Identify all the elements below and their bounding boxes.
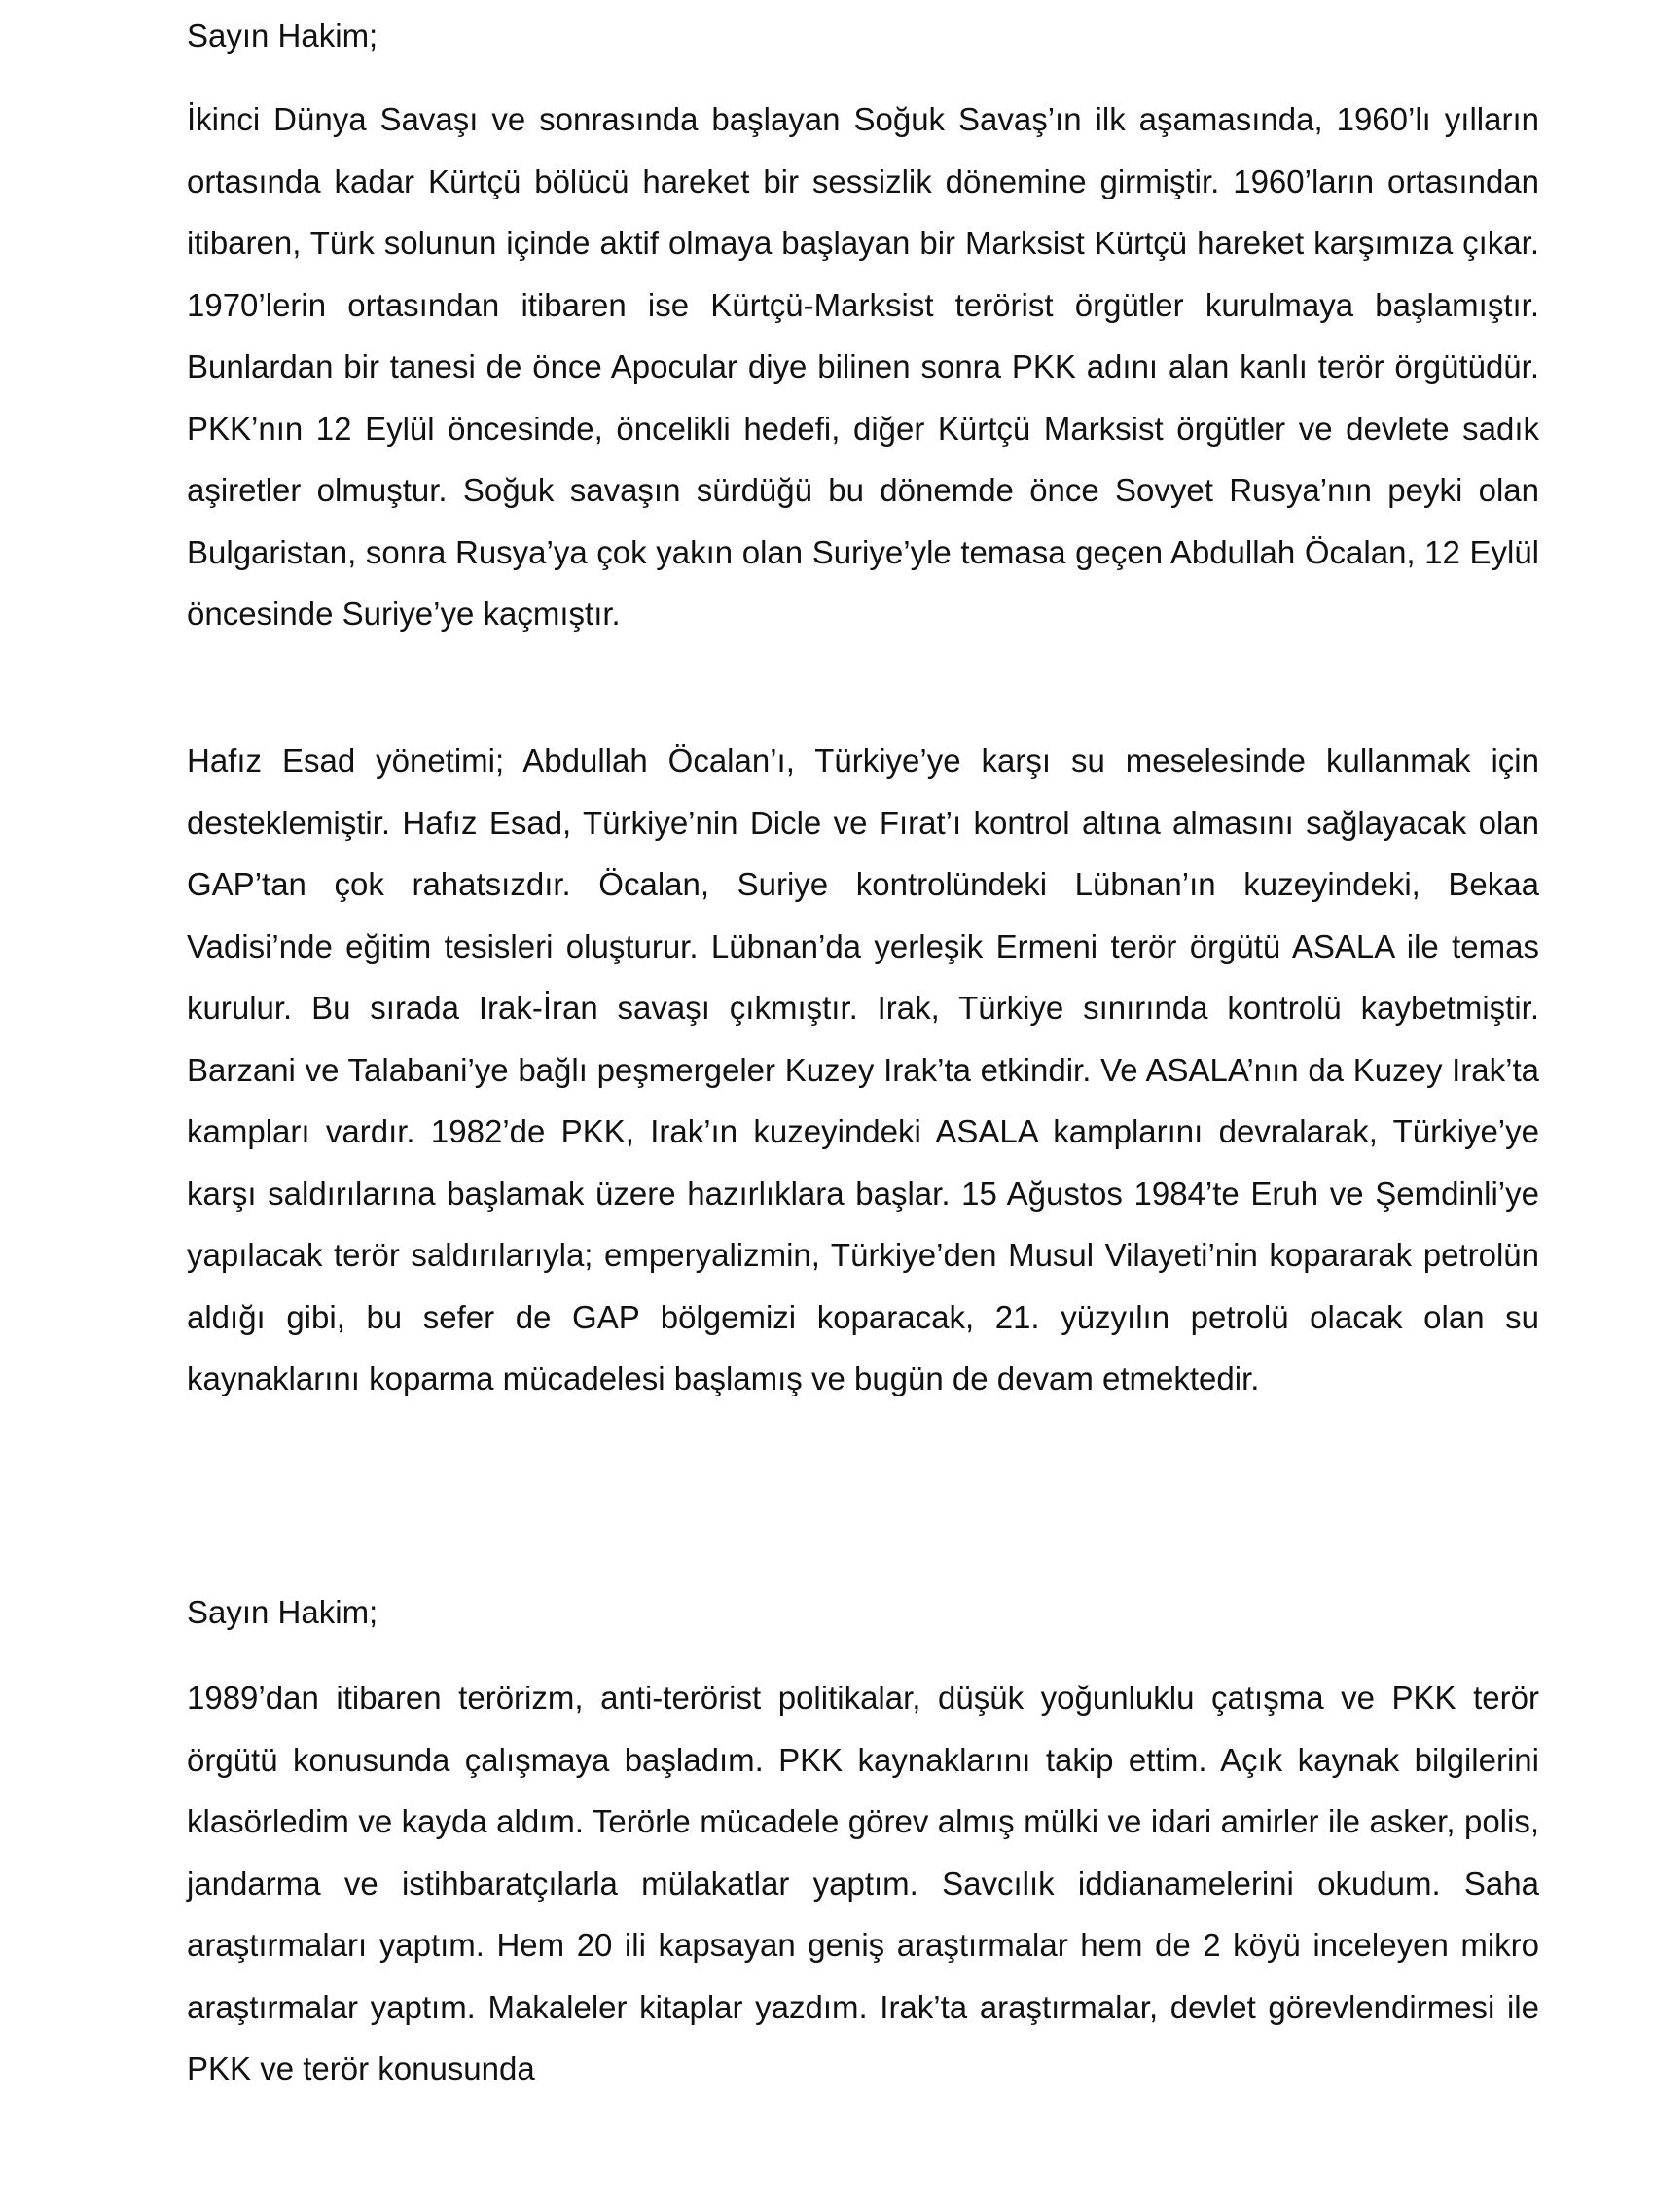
paragraph-cold-war-history: İkinci Dünya Savaşı ve sonrasında başlayan Soğuk Savaş’ın ilk aşamasında, 1960’lı yılların ortasında kadar Kürtçü bölücü hareket bir sessizlik dönemine girmiştir. 1960’ların ortasından itibaren, Türk solunun içinde aktif olmaya başlayan bir Marksist Kürtçü hareket karşımıza çıkar. 1970’lerin ortasından itibaren ise Kürtçü-Marksist terörist örgütler kurulmaya başlamıştır. Bunlardan bir tanesi de önce Apocular diye bilinen sonra PKK adını alan kanlı terör örgütüdür. PKK’nın 12 Eylül öncesinde, öncelikli hedefi, diğer Kürtçü Marksist örgütler ve devlete sadık aşiretler olmuştur. Soğuk savaşın sürdüğü bu dönemde önce Sovyet Rusya’nın peyki olan Bulgaristan, sonra Rusya’ya çok yakın olan Suriye’yle temasa geçen Abdullah Öcalan, 12 Eylül öncesinde Suriye’ye kaçmıştır. (187, 101, 1539, 632)
paragraph-research-background: 1989’dan itibaren terörizm, anti-terörist politikalar, düşük yoğunluklu çatışma ve PKK terör örgütü konusunda çalışmaya başladım. PKK kaynaklarını takip ettim. Açık kaynak bilgilerini klasörledim ve kayda aldım. Terörle mücadele görev almış mülki ve idari amirler ile asker, polis, jandarma ve istihbaratçılarla mülakatlar yaptım. Savcılık iddianamelerini okudum. Saha araştırmaları yaptım. Hem 20 ili kapsayan geniş araştırmalar hem de 2 köyü inceleyen mikro araştırmalar yaptım. Makaleler kitaplar yazdım. Irak’ta araştırmalar, devlet görevlendirmesi ile PKK ve terör konusunda (187, 1680, 1539, 2086)
paragraph-hafiz-esad: Hafız Esad yönetimi; Abdullah Öcalan’ı, Türkiye’ye karşı su meselesinde kullanmak için desteklemiştir. Hafız Esad, Türkiye’nin Dicle ve Fırat’ı kontrol altına almasını sağlayacak olan GAP’tan çok rahatsızdır. Öcalan, Suriye kontrolündeki Lübnan’ın kuzeyindeki, Bekaa Vadisi’nde eğitim tesisleri oluşturur. Lübnan’da yerleşik Ermeni terör örgütü ASALA ile temas kurulur. Bu sırada Irak-İran savaşı çıkmıştır. Irak, Türkiye sınırında kontrolü kaybetmiştir. Barzani ve Talabani’ye bağlı peşmergeler Kuzey Irak’ta etkindir. Ve ASALA’nın da Kuzey Irak’ta kampları vardır. 1982’de PKK, Irak’ın kuzeyindeki ASALA kamplarını devralarak, Türkiye’ye karşı saldırılarına başlamak üzere hazırlıklara başlar. 15 Ağustos 1984’te Eruh ve Şemdinli’ye yapılacak terör saldırılarıyla; emperyalizmin, Türkiye’den Musul Vilayeti’nin kopararak petrolün aldığı gibi, bu sefer de GAP bölgemizi koparacak, 21. yüzyılın petrolü olacak olan su kaynaklarını koparma mücadelesi başlamış ve bugün de devam etmektedir. (187, 743, 1539, 1396)
salutation-second: Sayın Hakim; (187, 1594, 378, 1630)
salutation-first: Sayın Hakim; (187, 18, 378, 54)
document-page (187, 0, 1539, 2212)
